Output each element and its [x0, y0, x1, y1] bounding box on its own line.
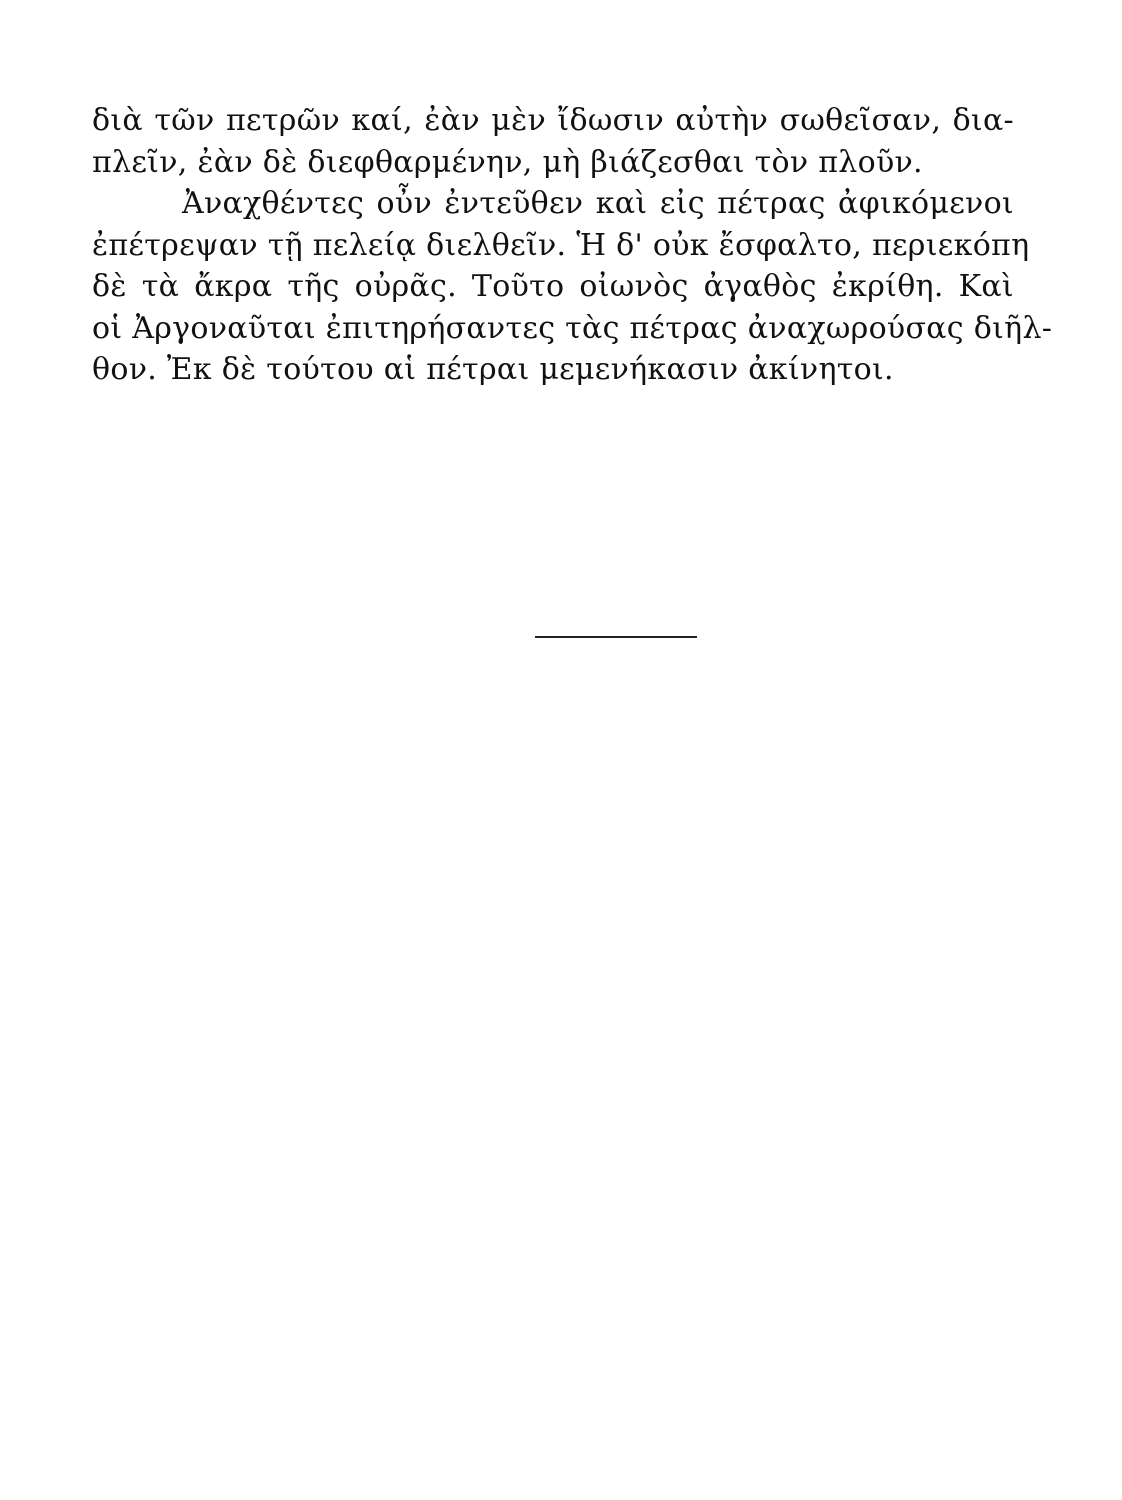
text-line: οἱ Ἀργοναῦται ἐπιτηρήσαντες τὰς πέτρας ἀναχωρούσας διῆλ-	[92, 310, 1053, 346]
text-line: δὲ τὰ ἄκρα τῆς οὐρᾶς. Τοῦτο οἰωνὸς ἀγαθὸς ἐκρίθη. Καὶ	[92, 269, 1014, 304]
text-line: Ἀναχθέντες οὖν ἐντεῦθεν καὶ εἰς πέτρας ἀφικόμενοι	[182, 186, 1014, 221]
section-divider	[535, 636, 697, 638]
text-line: διὰ τῶν πετρῶν καί, ἐὰν μὲν ἴδωσιν αὐτὴν σωθεῖσαν, δια-	[92, 103, 1014, 138]
text-line: θον. Ἐκ δὲ τούτου αἱ πέτραι μεμενήκασιν ἀκίνητοι.	[92, 352, 894, 387]
text-line: πλεῖν, ἐὰν δὲ διεφθαρμένην, μὴ βιάζεσθαι τὸν πλοῦν.	[92, 144, 923, 180]
text-line: ἐπέτρεψαν τῇ πελείᾳ διελθεῖν. Ἡ δ' οὐκ ἔσφαλτο, περιεκόπη	[92, 227, 1030, 263]
body-text	[92, 100, 1053, 391]
